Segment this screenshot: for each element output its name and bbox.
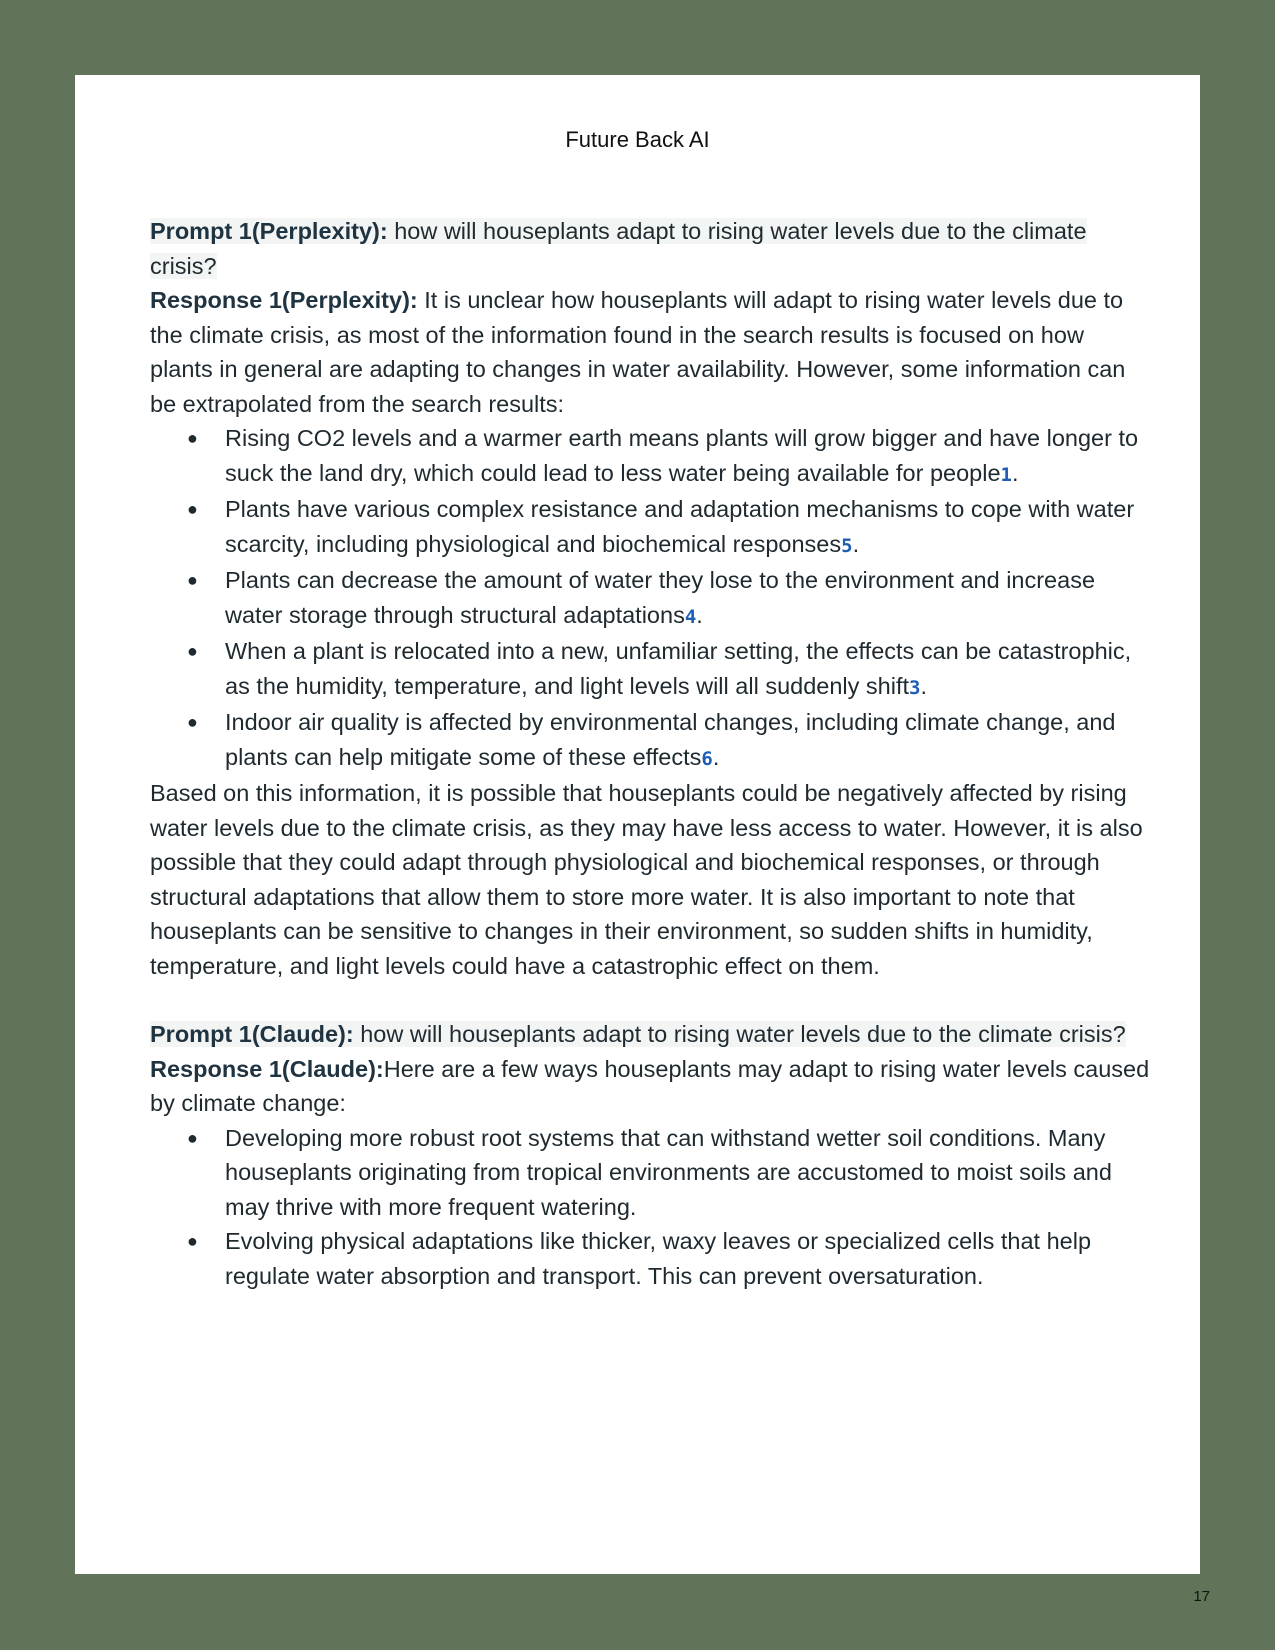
list-item: ● When a plant is relocated into a new, unfamiliar setting, the effects can be catastrophic, as the humidity, temperature, and light levels will all suddenly shift3.	[150, 634, 1150, 705]
claude-prompt	[150, 1017, 1150, 1052]
claude-prompt-label: Prompt 1(Claude):	[150, 1021, 354, 1047]
page-header: Future Back AI	[565, 127, 710, 152]
perplexity-response-label: Response 1(Perplexity):	[150, 287, 418, 313]
citation-marker: 1	[1000, 463, 1012, 486]
bullet-icon: ●	[187, 499, 198, 519]
list-item: ● Indoor air quality is affected by environmental changes, including climate change, and plants can help mitigate some of these effects6.	[150, 705, 1150, 776]
list-item: ● Evolving physical adaptations like thicker, waxy leaves or specialized cells that help regulate water absorption and transport. This can prevent oversaturation.	[150, 1224, 1150, 1293]
page-number: 17	[1193, 1588, 1210, 1605]
list-item: ● Plants have various complex resistance and adaptation mechanisms to cope with water scarcity, including physiological and biochemical responses5.	[150, 492, 1150, 563]
perplexity-response-intro: It is unclear how houseplants will adapt to rising water levels due to the climate crisis, as most of the information found in the search results is focused on how plants in general are adapting to changes in water availability. However, some information can be extrapolated from the search results:	[150, 287, 1126, 417]
bullet-icon: ●	[187, 1127, 198, 1148]
citation-marker: 4	[684, 605, 697, 628]
bullet-icon: ●	[187, 1231, 198, 1251]
citation-marker: 6	[701, 747, 713, 770]
bullet-icon: ●	[187, 641, 198, 661]
document-page	[75, 75, 1200, 1574]
citation-marker: 3	[909, 676, 921, 699]
perplexity-conclusion: Based on this information, it is possible that houseplants could be negatively affected by rising water levels due to the climate crisis, as they may have less access to water. However, it is also possible that they could adapt through physiological and biochemical responses, or through structural adaptations that allow them to store more water. It is also important to note that houseplants can be sensitive to changes in their environment, so sudden shifts in humidity, temperature, and light levels could have a catastrophic effect on them.	[150, 780, 1143, 979]
perplexity-prompt	[150, 214, 1150, 283]
bullet-icon: ●	[187, 570, 198, 590]
citation-marker: 5	[841, 534, 853, 557]
claude-response	[150, 1052, 1150, 1121]
list-item: ● Rising CO2 levels and a warmer earth means plants will grow bigger and have longer to suck the land dry, which could lead to less water being available for people1.	[150, 421, 1150, 492]
claude-response-intro: Here are a few ways houseplants may adapt to rising water levels caused by climate change:	[150, 1055, 1150, 1116]
section-spacer	[150, 983, 1150, 1017]
list-item: ● Plants can decrease the amount of water they lose to the environment and increase water storage through structural adaptations4.	[150, 563, 1150, 634]
bullet-icon: ●	[187, 428, 198, 448]
perplexity-response	[150, 283, 1150, 421]
bullet-icon: ●	[187, 712, 198, 732]
claude-bullet-list	[150, 1121, 1150, 1294]
list-item: ● Developing more robust root systems that can withstand wetter soil conditions. Many houseplants originating from tropical environments are accustomed to moist soils and may thrive with more frequent watering.	[150, 1121, 1150, 1225]
page-content	[150, 214, 1150, 1293]
claude-prompt-text: how will houseplants adapt to rising water levels due to the climate crisis?	[353, 1021, 1126, 1047]
perplexity-prompt-label: Prompt 1(Perplexity):	[150, 218, 388, 244]
claude-response-label: Response 1(Claude):	[150, 1055, 384, 1082]
perplexity-bullet-list	[150, 421, 1150, 776]
perplexity-prompt-text: how will houseplants adapt to rising water levels due to the climate crisis?	[150, 218, 1087, 279]
